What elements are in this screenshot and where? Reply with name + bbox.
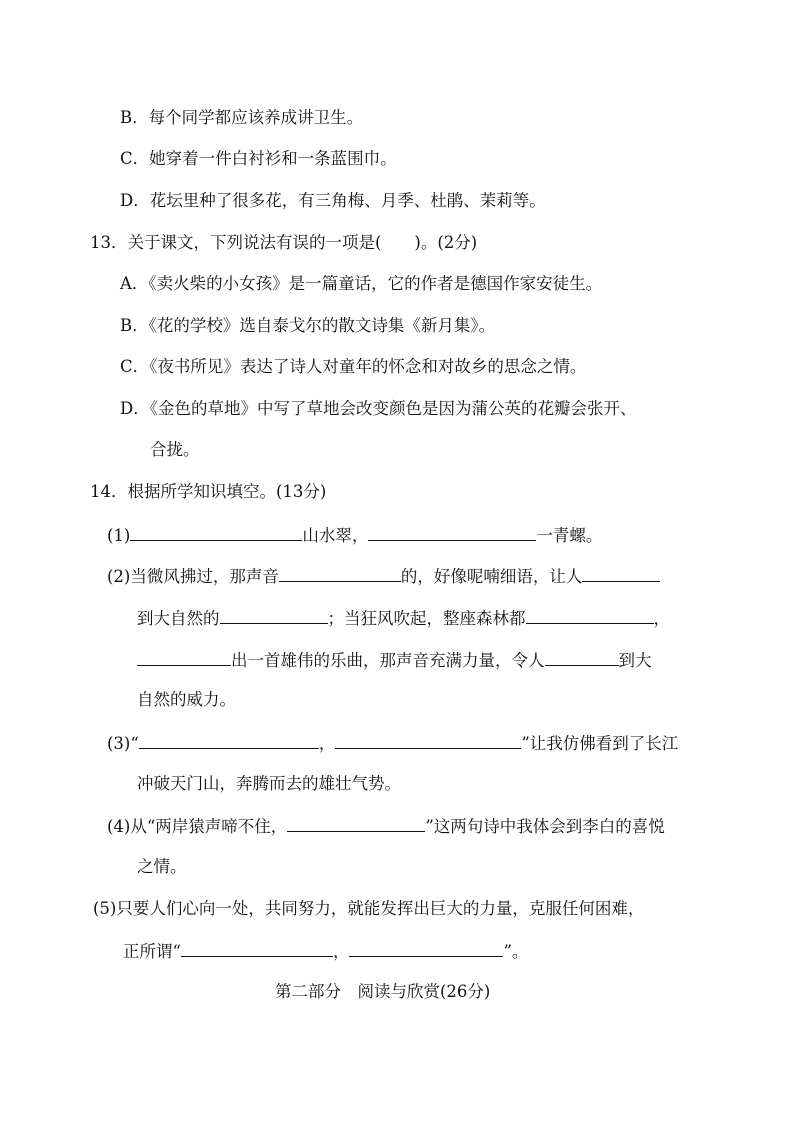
q14-part2-text-e: 出一首雄伟的乐曲，那声音充满力量，令人 (231, 651, 545, 670)
q14-part2-blank2[interactable] (582, 563, 660, 582)
q14-part3-blank2[interactable] (335, 730, 521, 749)
q14-part2-text-b: 的，好像呢喃细语，让人 (400, 567, 583, 586)
q14-part2-blank5[interactable] (137, 647, 231, 666)
q14-part2-comma: ， (653, 609, 670, 628)
q13-option-a: A．《卖火柴的小女孩》是一篇童话，它的作者是德国作家安徒生。 (120, 274, 603, 293)
q14-part2-line2 (137, 605, 670, 631)
q14-part2-blank6[interactable] (545, 647, 619, 666)
q14-part3-blank1[interactable] (139, 730, 319, 749)
q14-part2-text-d: ；当狂风吹起，整座森林都 (327, 609, 526, 628)
q14-part3-comma: ， (318, 734, 336, 753)
q14-part5-line2 (123, 938, 528, 964)
q14-part4-line2: 之情。 (137, 857, 187, 876)
q14-part5-line1: (5)只要人们心向一处，共同努力，就能发挥出巨大的力量，克服任何困难， (93, 899, 645, 918)
q14-part2-line1 (107, 563, 660, 589)
q12-option-c: C．她穿着一件白衬衫和一条蓝围巾。 (120, 149, 397, 168)
q12-option-b: B．每个同学都应该养成讲卫生。 (120, 108, 364, 127)
q14-part5-text-a: 正所谓“ (123, 942, 181, 961)
q14-part2-blank4[interactable] (526, 605, 654, 624)
q14-part3-open: (3)“ (107, 734, 139, 753)
q14-part5-close: ”。 (503, 942, 529, 961)
q14-part1-number: (1) (107, 526, 131, 545)
q14-part4-text-b: ”这两句诗中我体会到李白的喜悦 (425, 817, 665, 836)
q14-part1-mid: 山水翠， (302, 526, 369, 545)
q14-part1 (107, 522, 602, 548)
q13-option-d-line2: 合拢。 (150, 440, 200, 459)
q14-part3-line2: 冲破天门山，奔腾而去的雄壮气势。 (137, 774, 401, 793)
q14-part2-line4: 自然的威力。 (137, 690, 236, 709)
q14-part2-blank1[interactable] (279, 563, 401, 582)
q12-option-d: D．花坛里种了很多花，有三角梅、月季、杜鹃、茉莉等。 (120, 191, 546, 210)
q14-stem: 14．根据所学知识填空。(13分) (90, 482, 327, 501)
q14-part5-blank1[interactable] (181, 938, 333, 957)
q14-part1-blank1[interactable] (130, 522, 302, 541)
q14-part3-line1 (107, 730, 678, 756)
q14-part2-line3 (137, 647, 652, 673)
q14-part4-text-a: (4)从“两岸猿声啼不住， (107, 817, 288, 836)
q14-part2-text-a: (2)当微风拂过，那声音 (107, 567, 279, 586)
q14-part3-text: ”让我仿佛看到了长江 (521, 734, 679, 753)
q13-stem: 13．关于课文，下列说法有误的一项是( )。(2分) (90, 233, 478, 252)
q14-part4-blank[interactable] (287, 813, 425, 832)
part2-title: 第二部分 阅读与欣赏(26分) (275, 982, 491, 1001)
q14-part1-blank2[interactable] (368, 522, 536, 541)
q14-part2-text-f: 到大 (618, 651, 652, 670)
q14-part5-blank2[interactable] (349, 938, 503, 957)
q13-option-b: B．《花的学校》选自泰戈尔的散文诗集《新月集》。 (120, 316, 496, 335)
q14-part2-blank3[interactable] (220, 605, 328, 624)
q14-part5-comma: ， (332, 942, 350, 961)
q14-part1-end: 一青螺。 (536, 526, 603, 545)
q13-option-c: C．《夜书所见》表达了诗人对童年的怀念和对故乡的思念之情。 (120, 357, 587, 376)
q14-part4-line1 (107, 813, 665, 839)
q13-option-d-line1: D．《金色的草地》中写了草地会改变颜色是因为蒲公英的花瓣会张开、 (120, 399, 637, 418)
q14-part2-text-c: 到大自然的 (137, 609, 220, 628)
